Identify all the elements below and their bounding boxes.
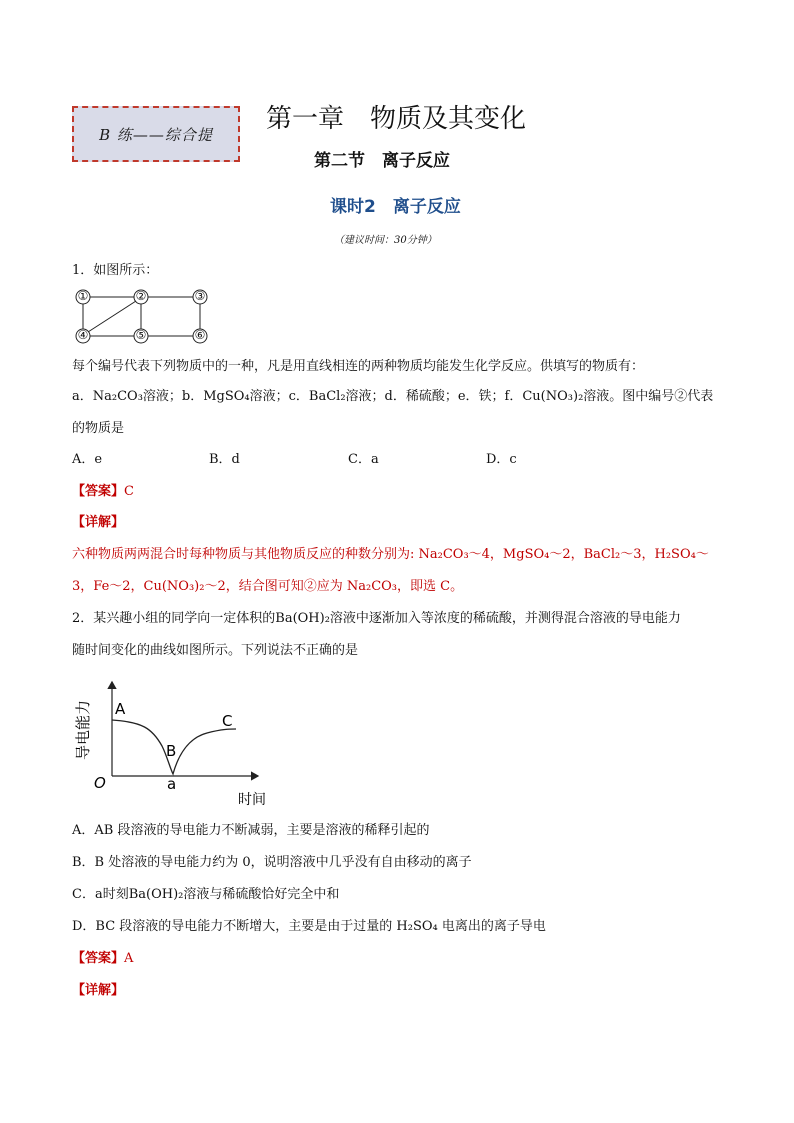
node-3: ③	[194, 289, 206, 303]
section-badge: B 练——综合提	[72, 106, 240, 162]
q2-detail-label: 【详解】	[72, 983, 125, 998]
q1-text-3: 的物质是	[72, 421, 125, 436]
q1-detail-1: 六种物质两两混合时每种物质与其他物质反应的种数分别为: Na₂CO₃～4，MgSO₄～2，BaCl₂～3，H₂SO₄～	[72, 547, 709, 562]
q1-prompt: 1．如图所示：	[72, 263, 159, 278]
q2-text-1: 2．某兴趣小组的同学向一定体积的Ba(OH)₂溶液中逐渐加入等浓度的稀硫酸，并测得混合溶液的导电能力	[72, 611, 681, 626]
label-point-c: C	[222, 712, 233, 730]
q1-option-c: C．a	[348, 452, 379, 467]
node-2: ②	[135, 289, 147, 303]
node-1: ①	[77, 289, 89, 303]
answer-label: 【答案】	[72, 484, 125, 499]
tick-a-label: a	[167, 775, 177, 793]
answer-value: A	[124, 951, 134, 966]
q2-option-b: B．B 处溶液的导电能力约为 0，说明溶液中几乎没有自由移动的离子	[72, 855, 472, 870]
q2-text-2: 随时间变化的曲线如图所示。下列说法不正确的是	[72, 643, 359, 658]
node-4: ④	[77, 328, 89, 342]
node-5: ⑤	[135, 328, 147, 342]
q1-option-a: A．e	[72, 452, 103, 467]
node-6: ⑥	[194, 328, 206, 342]
time-hint: （建议时间：30分钟）	[334, 235, 437, 246]
q1-option-d: D．c	[486, 452, 517, 467]
chapter-title: 第一章 物质及其变化	[266, 104, 527, 134]
lesson-title: 课时2 离子反应	[330, 197, 461, 217]
answer-value: C	[124, 484, 134, 499]
y-axis-label: 导电能力	[74, 699, 92, 761]
label-point-a: A	[115, 700, 126, 718]
q2-answer: 【答案】A	[72, 951, 134, 966]
x-axis-label: 时间	[238, 792, 266, 808]
q1-option-b: B．d	[209, 452, 240, 467]
q1-detail-2: 3，Fe～2，Cu(NO₃)₂～2，结合图可知②应为 Na₂CO₃，即选 C。	[72, 579, 464, 594]
q2-option-a: A．AB 段溶液的导电能力不断减弱，主要是溶液的稀释引起的	[72, 823, 430, 838]
q1-answer	[72, 483, 134, 501]
label-point-b: B	[166, 742, 177, 760]
q1-detail-label: 【详解】	[72, 515, 125, 530]
q2-conductivity-graph	[72, 676, 282, 812]
q1-text-2: a．Na₂CO₃溶液；b．MgSO₄溶液；c．BaCl₂溶液；d．稀硫酸；e．铁；f．Cu(NO₃)₂溶液。图中编号②代表	[72, 389, 714, 404]
origin-label: O	[94, 774, 106, 792]
q1-network-diagram	[72, 286, 214, 346]
q2-option-c: C．a时刻Ba(OH)₂溶液与稀硫酸恰好完全中和	[72, 887, 340, 902]
section-title: 第二节 离子反应	[314, 151, 450, 171]
q2-option-d: D．BC 段溶液的导电能力不断增大，主要是由于过量的 H₂SO₄ 电离出的离子导电	[72, 919, 546, 934]
q1-text-1: 每个编号代表下列物质中的一种，凡是用直线相连的两种物质均能发生化学反应。供填写的物质有：	[72, 359, 645, 374]
